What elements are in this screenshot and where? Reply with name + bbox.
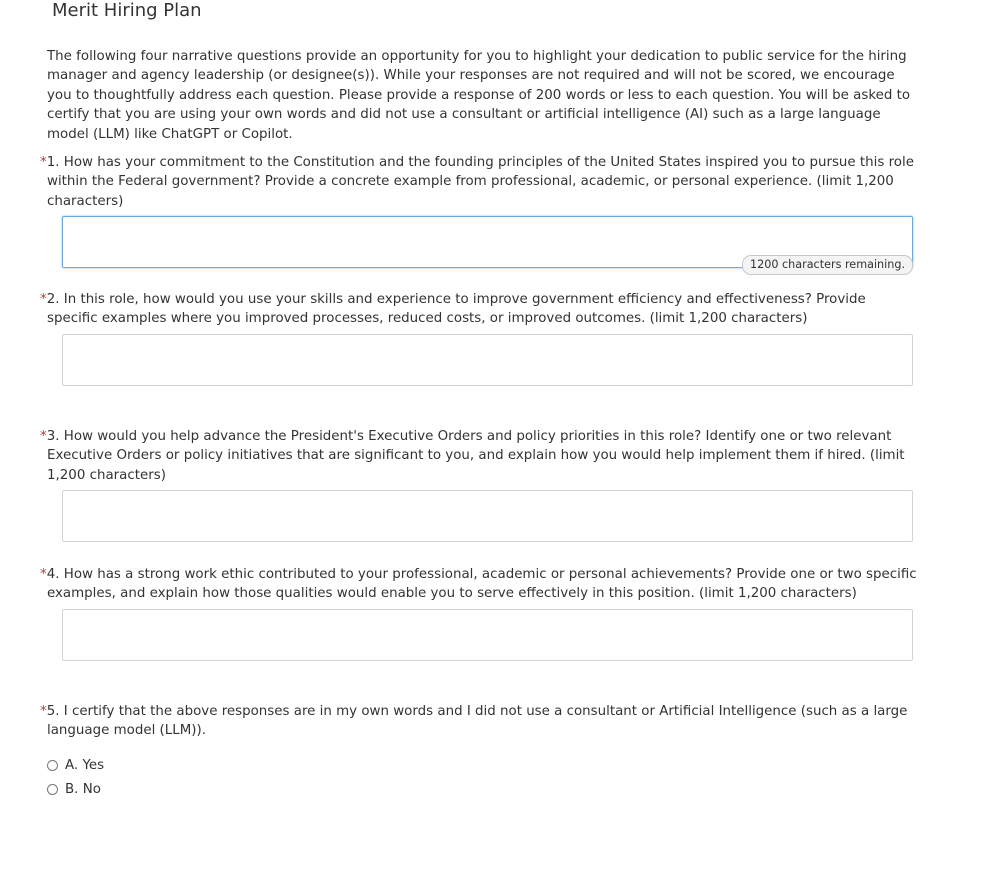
- radio-yes[interactable]: [47, 760, 58, 771]
- question-2-text: [40, 290, 920, 329]
- question-label: In this role, how would you use your skills and experience to improve government efficiency and effectiveness? Provide specific examples where you improved processes, reduced costs, or improved outcomes. (limit 1,200 characters): [47, 292, 866, 327]
- option-no-label: B. No: [65, 782, 101, 797]
- option-no[interactable]: [47, 782, 104, 798]
- question-3: [40, 427, 920, 542]
- counter-row: [40, 253, 913, 275]
- page-title: Merit Hiring Plan: [52, 0, 202, 21]
- question-5: [40, 702, 920, 741]
- required-marker: *: [40, 704, 47, 719]
- required-marker: *: [40, 155, 47, 170]
- question-number: 5.: [46, 704, 60, 719]
- character-counter: 1200 characters remaining.: [742, 255, 913, 275]
- question-3-text: [40, 427, 920, 485]
- required-marker: *: [40, 292, 47, 307]
- required-marker: *: [40, 429, 47, 444]
- question-1: [40, 153, 920, 271]
- answer-input-3[interactable]: [62, 490, 913, 542]
- radio-no[interactable]: [47, 784, 58, 795]
- answer-input-2[interactable]: [62, 334, 913, 386]
- question-2: [40, 290, 920, 386]
- question-4-text: [40, 565, 920, 604]
- required-marker: *: [40, 567, 47, 582]
- question-label: I certify that the above responses are in my own words and I did not use a consultant or Artificial Intelligence (such as a large language model (LLM)).: [47, 704, 908, 739]
- question-number: 3.: [46, 429, 60, 444]
- question-label: How has a strong work ethic contributed to your professional, academic or personal achievements? Provide one or two specific examples, and explain how those qualities would enable you to serve effectively in this position. (limit 1,200 characters): [47, 567, 917, 602]
- question-number: 2.: [46, 292, 60, 307]
- question-label: How has your commitment to the Constitution and the founding principles of the United States inspired you to pursue this role within the Federal government? Provide a concrete example from professional, academic, or personal experience. (limit 1,200 characters): [47, 155, 914, 209]
- option-yes[interactable]: [47, 757, 104, 773]
- intro-paragraph: The following four narrative questions provide an opportunity for you to highlight your dedication to public service for the hiring manager and agency leadership (or designee(s)). While your responses are not required and will not be scored, we encourage you to thoughtfully address each question. Please provide a response of 200 words or less to each question. You will be asked to certify that you are using your own words and did not use a consultant or artificial intelligence (AI) such as a large language model (LLM) like ChatGPT or Copilot.: [47, 49, 911, 142]
- question-1-text: [40, 153, 920, 211]
- question-4: [40, 565, 920, 661]
- option-yes-label: A. Yes: [65, 757, 105, 773]
- certify-options: [47, 757, 104, 806]
- question-5-text: [40, 702, 920, 741]
- question-number: 1.: [46, 155, 60, 170]
- question-number: 4.: [46, 567, 60, 582]
- question-label: How would you help advance the President's Executive Orders and policy priorities in this role? Identify one or two relevant Executive Orders or policy initiatives that are significant to you, and explain how you would help implement them if hired. (limit 1,200 characters): [47, 429, 905, 483]
- answer-input-4[interactable]: [62, 609, 913, 661]
